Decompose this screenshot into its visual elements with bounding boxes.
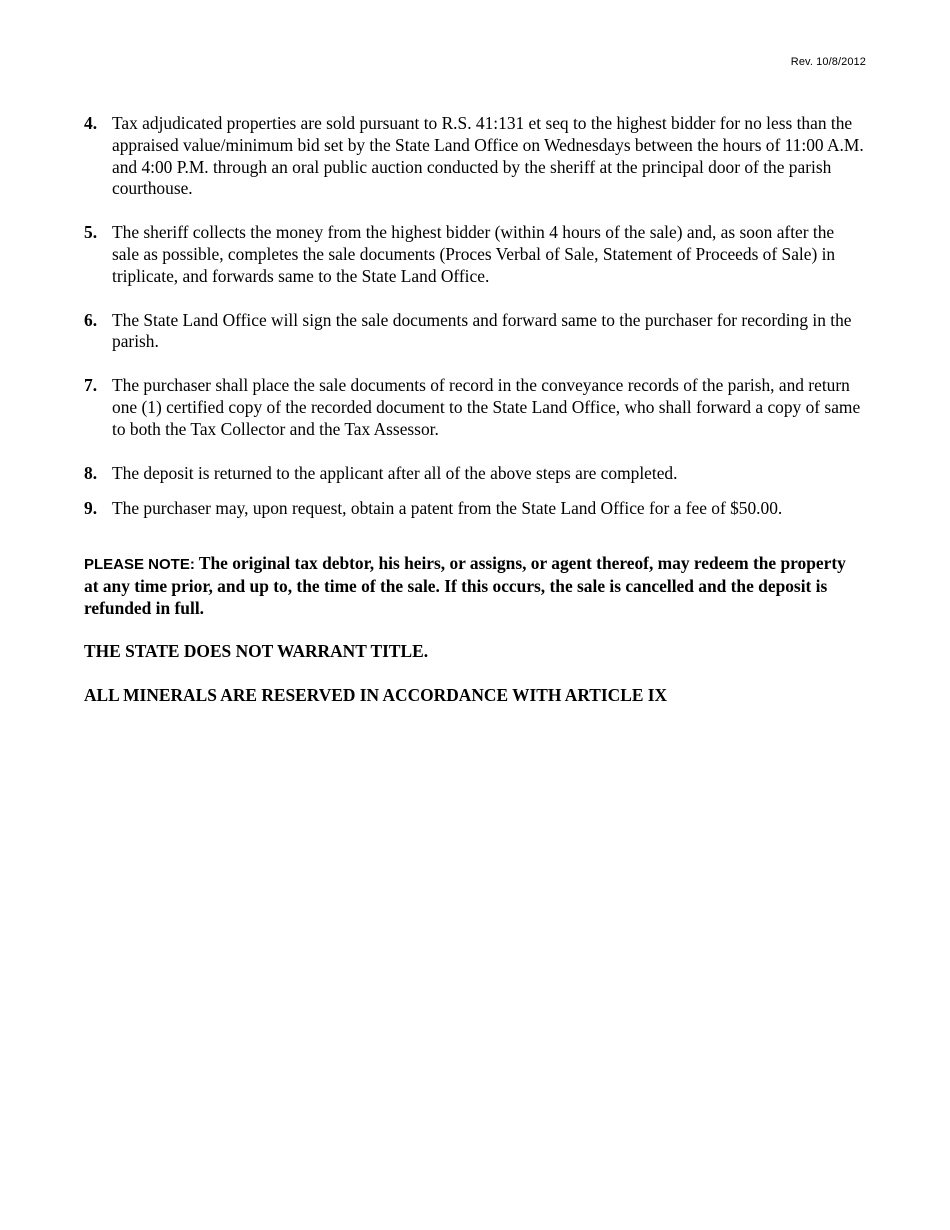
please-note-text: The original tax debtor, his heirs, or assigns, or agent thereof, may redeem the property at any time prior, and up to, the time of the sale. If this occurs, the sale is cancelled and the deposit is refunded in full. (84, 553, 846, 618)
step-number: 6. (84, 309, 98, 330)
list-item-step-6 (84, 310, 864, 354)
list-item-step-7 (84, 375, 864, 440)
step-number: 9. (84, 498, 98, 519)
step-text: The deposit is returned to the applicant after all of the above steps are completed. (112, 462, 678, 483)
list-item-step-5 (84, 222, 864, 287)
procedure-steps-list (84, 113, 864, 542)
minerals-statement: ALL MINERALS ARE RESERVED IN ACCORDANCE WITH ARTICLE IX (84, 685, 668, 705)
step-text: The purchaser shall place the sale documents of record in the conveyance records of the parish, and return one (1) certified copy of the recorded document to the State Land Office, who shall forward a copy of same to both the Tax Collector and the Tax Assessor. (112, 375, 861, 439)
list-item-step-9 (84, 498, 864, 520)
step-number: 8. (84, 462, 98, 483)
please-note-label: PLEASE NOTE: (84, 556, 195, 573)
step-text: Tax adjudicated properties are sold pursuant to R.S. 41:131 et seq to the highest bidder for no less than the appraised value/minimum bid set by the State Land Office on Wednesdays between the hours of 11:00 A.M. and 4:00 P.M. through an oral public auction conducted by the sheriff at the principal door of the parish courthouse. (112, 113, 864, 199)
step-text: The sheriff collects the money from the highest bidder (within 4 hours of the sale) and, as soon after the sale as possible, completes the sale documents (Proces Verbal of Sale, Statement of Proceeds of Sale) in triplicate, and forwards same to the State Land Office. (112, 222, 836, 286)
revision-date: Rev. 10/8/2012 (790, 56, 866, 68)
step-number: 4. (84, 113, 98, 133)
step-number: 5. (84, 222, 98, 243)
step-text: The State Land Office will sign the sale documents and forward same to the purchaser for recording in the parish. (112, 309, 852, 352)
warranty-statement: THE STATE DOES NOT WARRANT TITLE. (84, 641, 429, 661)
step-number: 7. (84, 375, 98, 396)
please-note-paragraph (84, 553, 864, 619)
list-item-step-4 (84, 113, 864, 200)
list-item-step-8 (84, 463, 864, 485)
step-text: The purchaser may, upon request, obtain a patent from the State Land Office for a fee of $50.00. (112, 498, 783, 519)
